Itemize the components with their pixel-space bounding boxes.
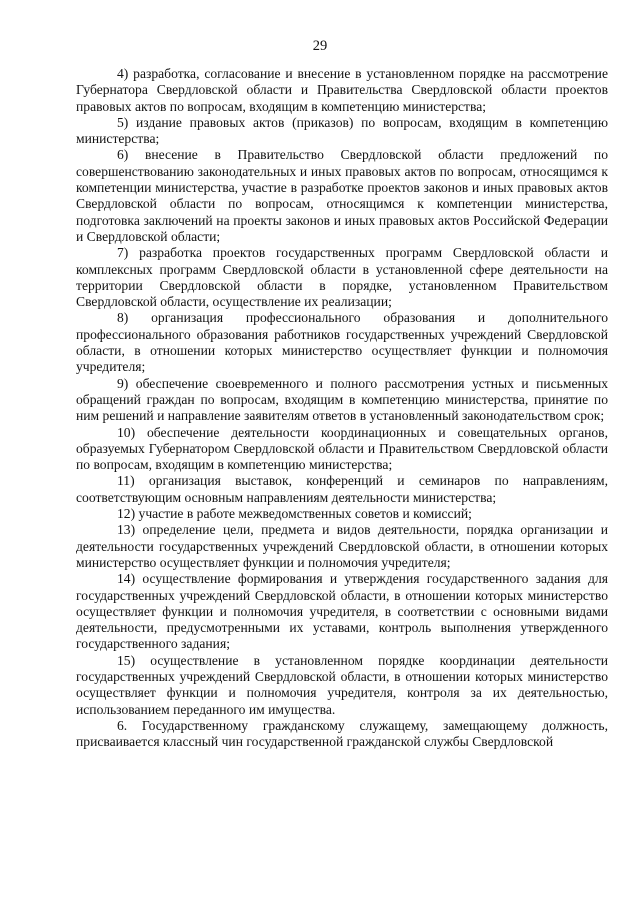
paragraph-item-7: 7) разработка проектов государственных программ Свердловской области и комплексных программ Свердловской области в установленной сфере деятельности на территории Свердловской области в порядке, установленном Правительством Свердловской области, осуществление их реализации; [76,245,608,310]
paragraph-item-5: 5) издание правовых актов (приказов) по вопросам, входящим в компетенцию министерства; [76,114,608,147]
paragraph-item-11: 11) организация выставок, конференций и семинаров по направлениям, соответствующим основным направлениям деятельности министерства; [76,473,608,505]
paragraph-item-10: 10) обеспечение деятельности координационных и совещательных органов, образуемых Губернатором Свердловской области и Правительством Свердловской области по вопросам, входящим в компетенцию министерства; [76,424,608,473]
paragraph-item-13: 13) определение цели, предмета и видов деятельности, порядка организации и деятельности государственных учреждений Свердловской области, в отношении которых министерство осуществляет функции и полномочия учредителя; [76,522,608,570]
paragraph-item-14: 14) осуществление формирования и утверждения государственного задания для государственных учреждений Свердловской области, в отношении которых министерство осуществляет функции и полномочия учредителя, в соответствии с основными видами деятельности, предусмотренными их уставами, контроль выполнения утвержденного государственного задания; [76,571,608,652]
paragraph-item-4: 4) разработка, согласование и внесение в установленном порядке на рассмотрение Губернатора Свердловской области и Правительства Свердловской области проектов правовых актов по вопросам, входящим в компетенцию министерства; [76,66,608,114]
paragraph-item-9: 9) обеспечение своевременного и полного рассмотрения устных и письменных обращений граждан по вопросам, входящим в компетенцию министерства, принятие по ним решений и направление заявителям ответов в установленный законодательством срок; [76,375,608,424]
paragraph-item-12: 12) участие в работе межведомственных советов и комиссий; [117,506,472,522]
paragraph-item-6: 6) внесение в Правительство Свердловской области предложений по совершенствованию законодательных и иных правовых актов по вопросам, относящимся к компетенции министерства, участие в разработке проектов законов и иных правовых актов Свердловской области по вопросам, относящимся к компетенции министерства, подготовка заключений на проекты законов и иных правовых актов Российской Федерации и Свердловской области; [76,147,608,244]
paragraph-item-8: 8) организация профессионального образования и дополнительного профессионального образования работников государственных учреждений Свердловской области, в отношении которых министерство осуществляет функции и полномочия учредителя; [76,310,608,375]
page-number: 29 [312,38,328,54]
paragraph-section-6: 6. Государственному гражданскому служащему, замещающему должность, присваивается классный чин государственной гражданской службы Свердловской [76,717,608,750]
document-body [76,66,608,750]
paragraph-item-15: 15) осуществление в установленном порядке координации деятельности государственных учреждений Свердловской области, в отношении которых министерство осуществляет функции и полномочия учредителя, контроля за их деятельностью, использованием переданного им имущества. [76,652,608,717]
